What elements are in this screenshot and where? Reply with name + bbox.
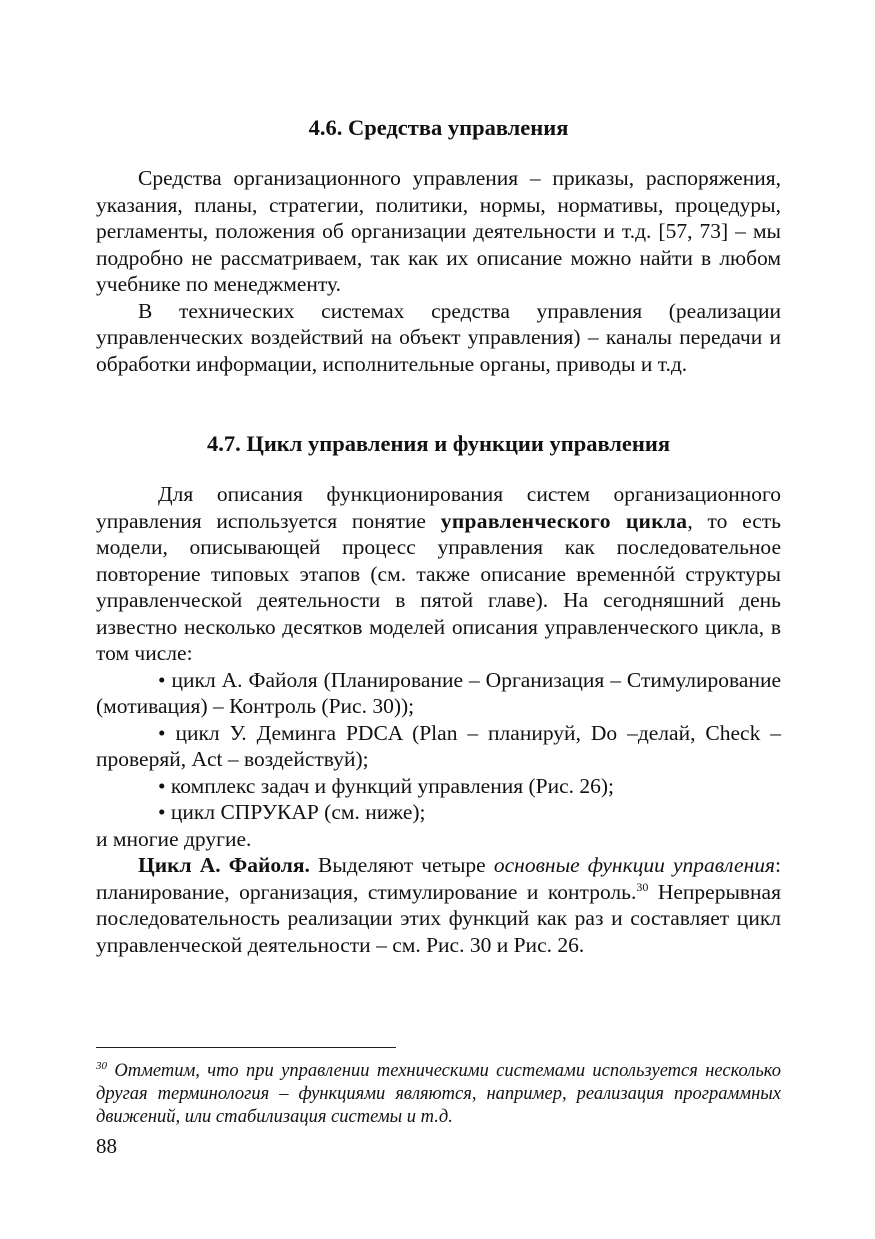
footnote-text: Отметим, что при управлении техническими системами используется несколько другая терминология – функциями являются, например, реализация программных движений, или стабилизация системы и т.д. — [96, 1061, 781, 1127]
list-item-deming-cycle: • цикл У. Деминга PDCA (Plan – планируй, Do –делай, Check – проверяй, Act – воздействуй); — [96, 720, 781, 771]
term-basic-functions: основные функции управления — [493, 853, 776, 877]
footnote-reference: 30 — [636, 879, 649, 894]
fayol-text-start: Выделяют четыре — [309, 853, 494, 877]
list-item-sprukar-cycle: • цикл СПРУКАР (см. ниже); — [158, 800, 426, 824]
footnote-separator — [96, 1047, 396, 1048]
list-closing-text: и многие другие. — [96, 826, 252, 851]
fayol-functions-list: : планирование, организация, стимулирование и контроль. — [96, 853, 781, 904]
list-item-tasks-functions: • комплекс задач и функций управления (Рис. 26); — [158, 773, 615, 798]
footnote — [96, 1060, 781, 1129]
list-item-fayol-cycle: • цикл А. Файоля (Планирование – Организация – Стимулирование (мотивация) – Контроль (Рис. 30)); — [96, 667, 781, 718]
fayol-text-end: Непрерывная последовательность реализации этих функций как раз и составляет цикл управленческой деятельности – см. Рис. 30 и Рис. 26. — [96, 879, 781, 957]
intro-text-start: Для описания функционирования систем организационного управления используется понятие — [96, 482, 781, 533]
paragraph-technical-means: В технических системах средства управления (реализации управленческих воздействий на объект управления) – каналы передачи и обработки информации, исполнительные органы, приводы и т.д. — [96, 298, 781, 376]
paragraph-management-means: Средства организационного управления – приказы, распоряжения, указания, планы, стратегии, политики, нормы, нормативы, процедуры, регламенты, положения об организации деятельности и т.д. [57, 73] – мы подробно не рассматриваем, так как их описание можно найти в любом учебнике по менеджменту. — [96, 166, 781, 296]
section-4-6-text — [96, 165, 781, 377]
section-heading-4-6: 4.6. Средства управления — [308, 115, 569, 140]
intro-text-end: , то есть модели, описывающей процесс управления как последовательное повторение типовых этапов (см. также описание временнóй структуры управленческой деятельности в пятой главе). На сегодняшний день известно несколько десятков моделей описания управленческого цикла, в том числе: — [96, 508, 781, 665]
term-management-cycle: управленческого цикла — [440, 508, 688, 533]
section-4-7-text — [96, 481, 781, 958]
page-number: 88 — [96, 1134, 117, 1158]
footnote-marker: 30 — [96, 1059, 107, 1072]
section-heading-4-7: 4.7. Цикл управления и функции управления — [206, 431, 671, 456]
paragraph-management-cycle — [96, 481, 781, 667]
fayol-cycle-label: Цикл А. Файоля. — [138, 853, 310, 877]
paragraph-fayol-cycle — [96, 852, 781, 958]
